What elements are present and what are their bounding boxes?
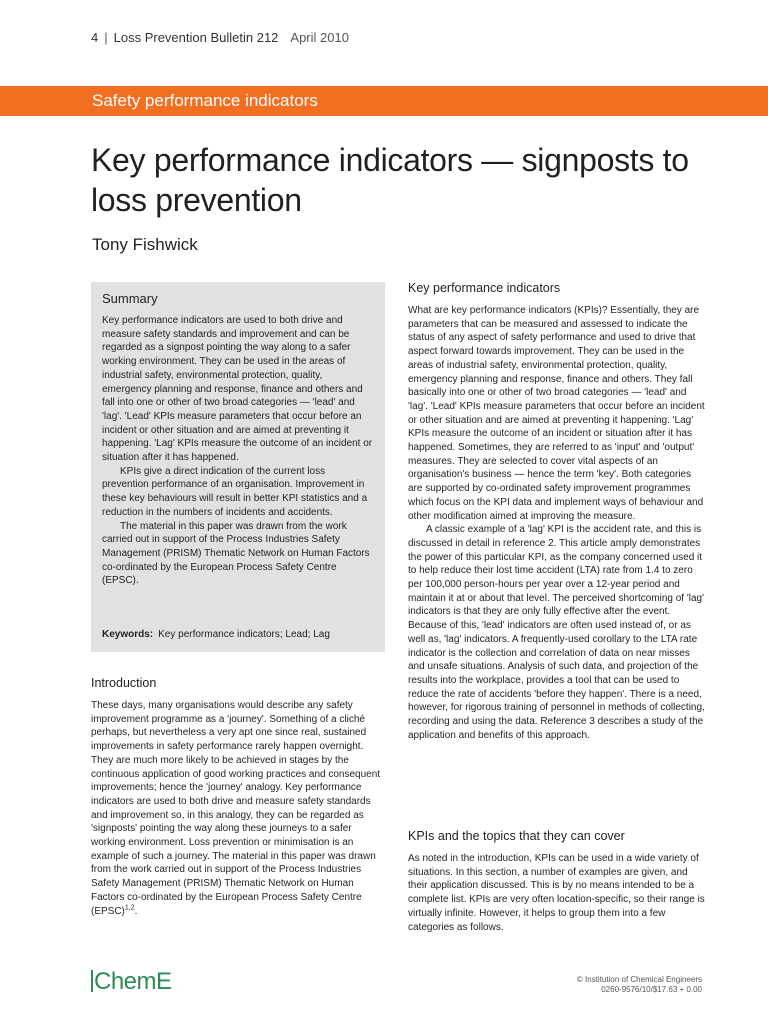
summary-paragraph: Key performance indicators are used to both drive and measure safety standards and improvement and can be regarded as a signpost pointing the way along to a safer working environment. They can be used in the areas of industrial safety, environmental protection, quality, emergency planning and response, finance and others and fall into one or other of two broad categories — 'lead' and 'lag'. 'Lead' KPIs measure parameters that occur before an incident or other situation and are aimed at preventing it happening. 'Lag' KPIs measure the outcome of an incident or situation after it has happened. xyxy=(102,315,373,464)
topics-heading: KPIs and the topics that they can cover xyxy=(408,829,625,843)
issue-date: April 2010 xyxy=(290,30,349,45)
sentence-end: . xyxy=(134,905,138,917)
section-band xyxy=(0,86,768,116)
summary-text xyxy=(102,314,374,588)
kpi-text xyxy=(408,304,708,743)
icheme-logo xyxy=(91,968,172,996)
introduction-heading: Introduction xyxy=(91,676,157,690)
topics-text xyxy=(408,852,708,934)
kpi-heading: Key performance indicators xyxy=(408,281,561,295)
reference-marker: 1,2 xyxy=(124,904,135,912)
logo-bar xyxy=(91,970,93,992)
topics-paragraph: As noted in the introduction, KPIs can be used in a wide variety of situations. In this section, a number of examples are given, and their application discussed. This is by no means intended to be a complete list. KPIs are very often location-specific, so their range is virtually infinite. However, it helps to group them into a few categories as follows. xyxy=(408,853,705,933)
article-title: Key performance indicators — signposts to loss prevention xyxy=(91,142,689,218)
summary-paragraph: The material in this paper was drawn from the work carried out in support of the Process Industries Safety Management (PRISM) Thematic Network on Human Factors co-ordinated by the European Process Safety Centre (EPSC). xyxy=(102,520,370,587)
logo-text: ChemE xyxy=(94,968,172,995)
copyright-line: © Institution of Chemical Engineers xyxy=(576,975,702,984)
kpi-paragraph: A classic example of a 'lag' KPI is the accident rate, and this is discussed in detail in reference 2. This article amply demonstrates the power of this particular KPI, as the company concerned used it to help reduce their lost time accident (LTA) rate from 1.4 to zero per 100,000 person-hours per year over a 12-year period and maintain it at or about that level. The perceived shortcoming of 'lag' indicators is that they are only fully effective after the event. Because of this, 'lead' indicators are often used instead of, or as well as, 'lag' indicators. A frequently-used corollary to the LTA rate indicator is the collection and correlation of data on near misses and unsafe situations. Analysis of such data, and projection of the results into the workplace, provides a tool that can be used to reduce the rate of accidents 'before they happen'. There is a need, however, for rigorous training of personnel in methods of collecting, recording and using the data. Reference 3 describes a study of the application and benefits of this approach. xyxy=(408,524,705,741)
kpi-paragraph: What are key performance indicators (KPIs)? Essentially, they are parameters that can be measured and assessed to indicate the status of any aspect of safety performance and used to drive that aspect forward towards improvement. They can be used in the areas of industrial safety, environmental protection, quality, emergency planning and response, finance and others. They fall basically into one or other of two broad categories — 'lead' and 'lag'. 'Lead' KPIs measure parameters that occur before an incident or other situation and are aimed at preventing it happening. 'Lag' KPIs measure the outcome of an incident or situation after it has happened. Sometimes, they are referred to as 'input' and 'output' measures. They are selected to cover vital aspects of an organisation's business — hence the term 'key'. Both categories are supported by co-ordinated safety improvement programmes which focus on the KPI data and implement ways of behaviour and other modification aimed at improving the measure. xyxy=(408,305,705,522)
summary-heading: Summary xyxy=(102,291,158,306)
author-name: Tony Fishwick xyxy=(92,235,198,254)
separator: | xyxy=(104,30,108,45)
introduction-text xyxy=(91,699,385,918)
keywords-line xyxy=(102,629,374,640)
copyright-notice xyxy=(520,975,702,995)
keywords-list: Key performance indicators; Lead; Lag xyxy=(158,629,330,640)
section-label: Safety performance indicators xyxy=(92,91,318,110)
keywords-label: Keywords: xyxy=(102,629,154,640)
bulletin-name: Loss Prevention Bulletin 212 xyxy=(113,30,279,45)
summary-paragraph: KPIs give a direct indication of the current loss prevention performance of an organisation. Improvement in these key behaviours will result in better KPI statistics and a reduction in the numbers of incidents and accidents. xyxy=(102,465,368,518)
page-number: 4 xyxy=(91,30,99,45)
introduction-body: These days, many organisations would describe any safety improvement programme as a 'journey'. Something of a cliché perhaps, but nevertheless a very apt one since real, sustained improvements in safety performance rarely happen overnight. They are much more likely to be achieved in stages by the continuous application of good working practices and consequent improvements; hence the 'journey' analogy. Key performance indicators are used to both drive and measure safety standards and improvement so, in this analogy, they can be regarded as 'signposts' pointing the way along these journeys to a safer working environment. Loss prevention or minimisation is an example of such a journey. The material in this paper was drawn from the work carried out in support of the Process Industries Safety Management (PRISM) Thematic Network on Human Factors co-ordinated by the European Process Safety Centre (EPSC) xyxy=(91,700,381,917)
issn-line: 0260-9576/10/$17.63 + 0.00 xyxy=(601,985,702,994)
running-header xyxy=(91,30,349,45)
summary-box xyxy=(91,282,385,652)
introduction-paragraph xyxy=(91,699,385,918)
